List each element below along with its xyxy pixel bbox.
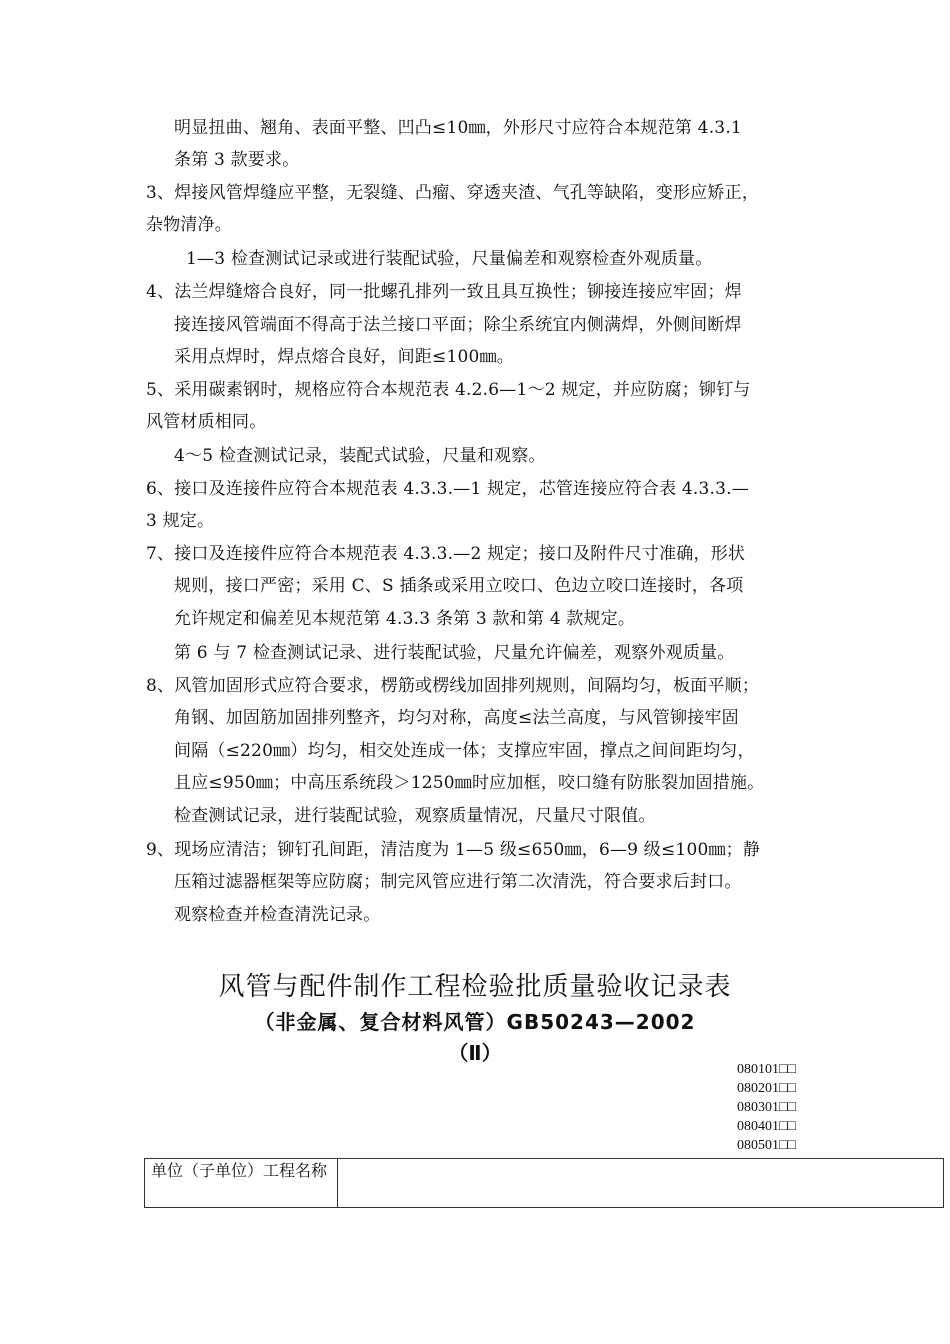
- form-code: 080101□□: [737, 1062, 796, 1077]
- body-line: 1—3 检查测试记录或进行装配试验，尺量偏差和观察检查外观质量。: [186, 249, 713, 269]
- body-line: 4～5 检查测试记录，装配式试验，尺量和观察。: [174, 446, 546, 466]
- form-code-list: [737, 1060, 817, 1155]
- form-code: 080301□□: [737, 1100, 796, 1115]
- body-line: 检查测试记录，进行装配试验，观察质量情况，尺量尺寸限值。: [174, 806, 656, 826]
- body-line: 规则，接口严密；采用 C、S 插条或采用立咬口、色边立咬口连接时，各项: [174, 576, 744, 596]
- form-code: 080201□□: [737, 1081, 796, 1096]
- body-line: 且应≤950㎜；中高压系统段＞1250㎜时应加框，咬口缝有防胀裂加固措施。: [174, 773, 765, 793]
- body-line: 条第 3 款要求。: [174, 150, 300, 170]
- body-line: 3、焊接风管焊缝应平整，无裂缝、凸瘤、穿透夹渣、气孔等缺陷，变形应矫正，: [146, 183, 760, 203]
- body-line: 接连接风管端面不得高于法兰接口平面；除尘系统宜内侧满焊，外侧间断焊: [174, 315, 742, 335]
- body-line: 风管材质相同。: [146, 412, 267, 432]
- project-name-label: 单位（子单位）工程名称: [145, 1159, 338, 1208]
- form-part: （Ⅱ）: [448, 1041, 502, 1065]
- form-subtitle: （非金属、复合材料风管）GB50243—2002: [254, 1010, 696, 1034]
- body-line: 角钢、加固筋加固排列整齐，均匀对称，高度≤法兰高度，与风管铆接牢固: [174, 708, 739, 728]
- body-line: 6、接口及连接件应符合本规范表 4.3.3.—1 规定，芯管连接应符合表 4.3.3.—: [146, 479, 749, 499]
- body-line: 5、采用碳素钢时，规格应符合本规范表 4.2.6—1～2 规定，并应防腐；铆钉与: [146, 380, 751, 400]
- body-line: 间隔（≤220㎜）均匀，相交处连成一体；支撑应牢固，撑点之间间距均匀，: [174, 741, 755, 761]
- form-title: 风管与配件制作工程检验批质量验收记录表: [218, 972, 732, 1002]
- body-line: 观察检查并检查清洗记录。: [174, 905, 381, 925]
- project-info-table: [144, 1158, 944, 1208]
- table-row: [145, 1159, 944, 1208]
- body-line: 第 6 与 7 检查测试记录、进行装配试验，尺量允许偏差，观察外观质量。: [174, 643, 735, 663]
- body-line: 杂物清净。: [146, 215, 232, 235]
- project-name-field[interactable]: [338, 1159, 944, 1208]
- body-line: 7、接口及连接件应符合本规范表 4.3.3.—2 规定；接口及附件尺寸准确，形状: [146, 544, 746, 564]
- body-line: 3 规定。: [146, 511, 215, 531]
- body-line: 允许规定和偏差见本规范第 4.3.3 条第 3 款和第 4 款规定。: [174, 609, 636, 629]
- body-line: 9、现场应清洁；铆钉孔间距，清洁度为 1—5 级≤650㎜，6—9 级≤100㎜；静: [146, 840, 761, 860]
- form-code: 080401□□: [737, 1119, 796, 1134]
- body-line: 明显扭曲、翘角、表面平整、凹凸≤10㎜，外形尺寸应符合本规范第 4.3.1: [174, 118, 742, 138]
- body-line: 8、风管加固形式应符合要求，楞筋或楞线加固排列规则，间隔均匀，板面平顺；: [146, 676, 760, 696]
- form-code: 080501□□: [737, 1138, 796, 1153]
- body-line: 采用点焊时，焊点熔合良好，间距≤100㎜。: [174, 347, 514, 367]
- body-line: 4、法兰焊缝熔合良好，同一批螺孔排列一致且具互换性；铆接连接应牢固；焊: [146, 282, 742, 302]
- body-line: 压箱过滤器框架等应防腐；制完风管应进行第二次清洗，符合要求后封口。: [174, 872, 742, 892]
